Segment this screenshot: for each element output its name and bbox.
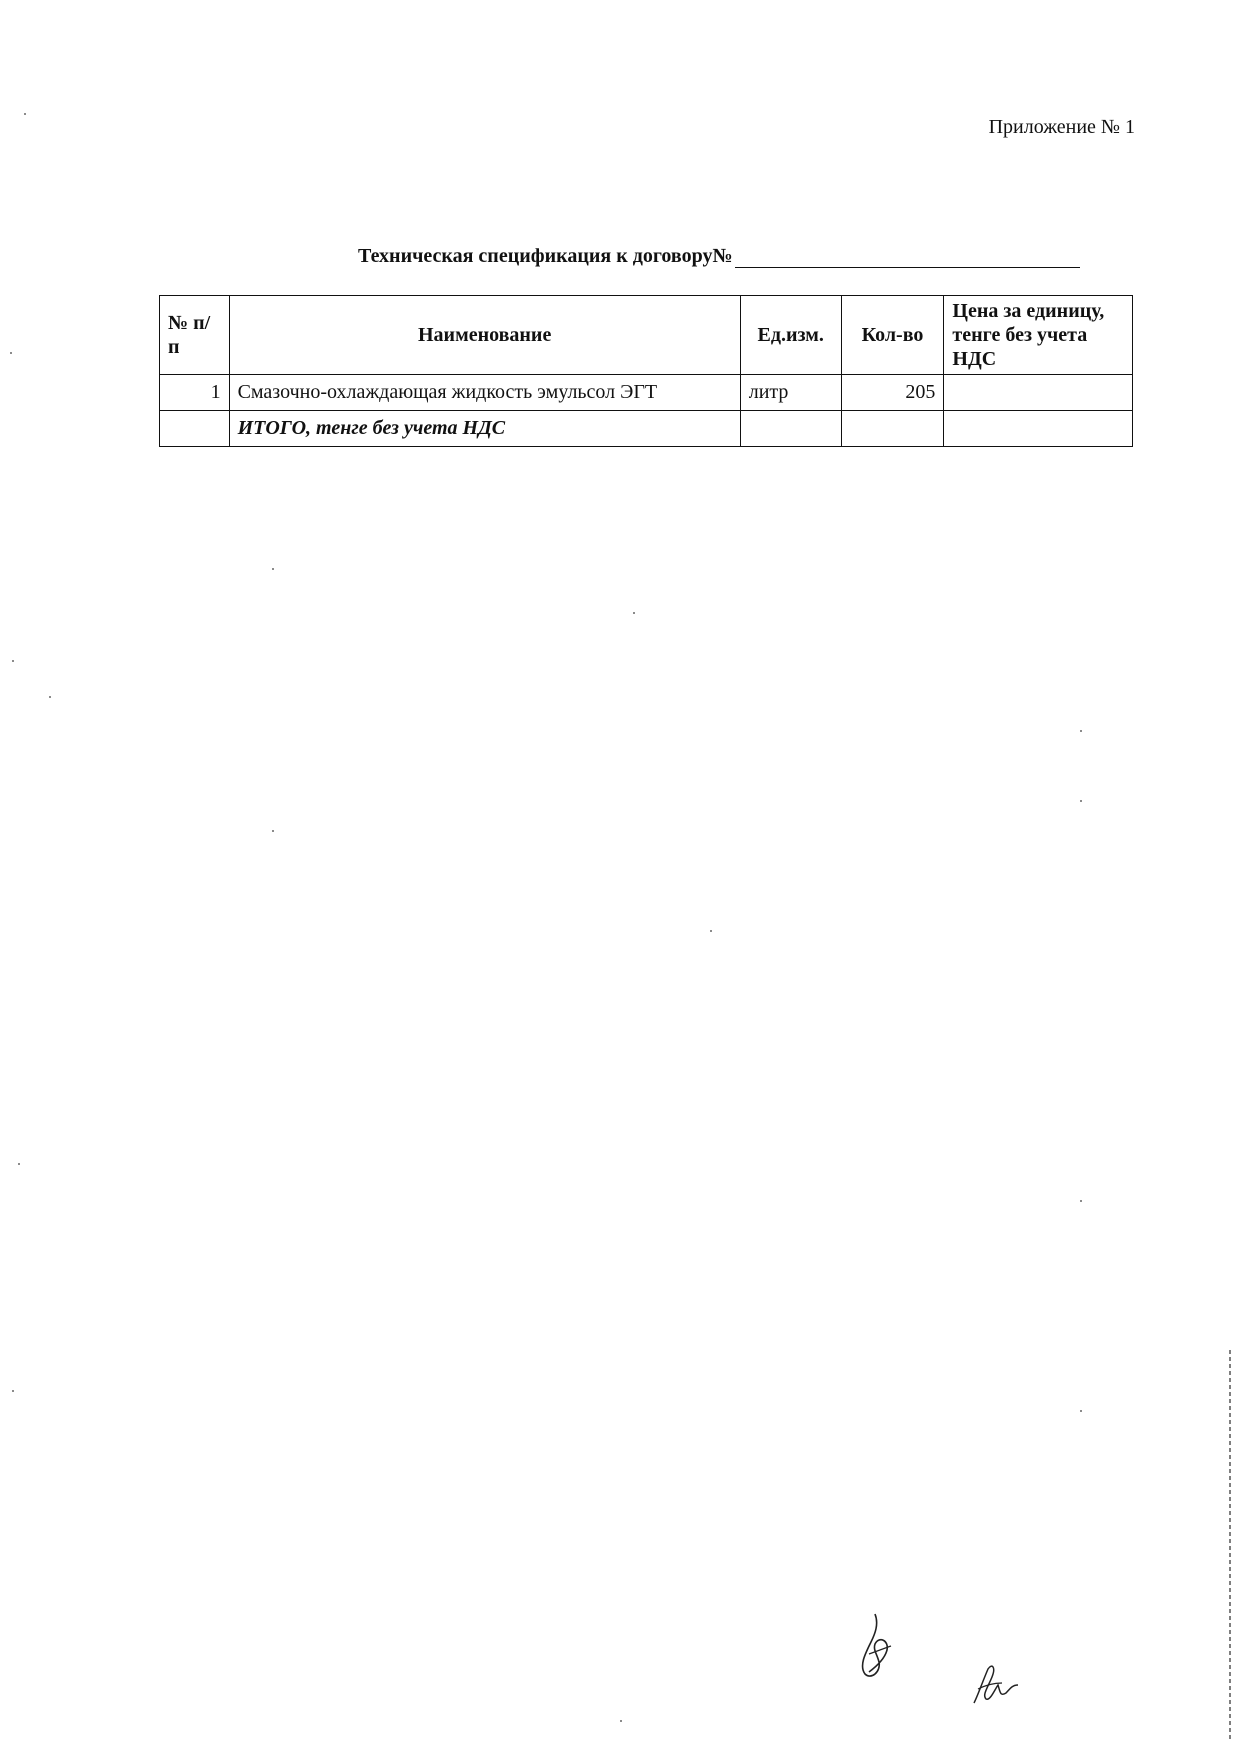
cell-name: Смазочно-охлаждающая жидкость эмульсол ЭГТ bbox=[229, 375, 740, 411]
appendix-label: Приложение № 1 bbox=[988, 116, 1135, 138]
total-unit-cell bbox=[740, 411, 841, 447]
table-row bbox=[160, 375, 1133, 411]
header-num: № п/п bbox=[160, 296, 230, 375]
cell-unit: литр bbox=[740, 375, 841, 411]
spec-title bbox=[358, 245, 1080, 268]
signature-left bbox=[845, 1610, 905, 1690]
cell-price bbox=[944, 375, 1133, 411]
cell-num: 1 bbox=[160, 375, 230, 411]
total-qty-cell bbox=[841, 411, 944, 447]
scan-edge-shadow bbox=[1225, 1350, 1235, 1740]
header-qty: Кол-во bbox=[841, 296, 944, 375]
signature-right bbox=[968, 1655, 1028, 1710]
spec-table bbox=[159, 295, 1133, 447]
table-header-row bbox=[160, 296, 1133, 375]
cell-qty: 205 bbox=[841, 375, 944, 411]
total-label: ИТОГО, тенге без учета НДС bbox=[229, 411, 740, 447]
contract-number-blank bbox=[735, 249, 1080, 268]
header-price: Цена за единицу, тенге без учета НДС bbox=[944, 296, 1133, 375]
header-unit: Ед.изм. bbox=[740, 296, 841, 375]
header-name: Наименование bbox=[229, 296, 740, 375]
total-row bbox=[160, 411, 1133, 447]
total-price-cell bbox=[944, 411, 1133, 447]
total-num-cell bbox=[160, 411, 230, 447]
spec-title-text: Техническая спецификация к договору№ bbox=[358, 245, 733, 267]
